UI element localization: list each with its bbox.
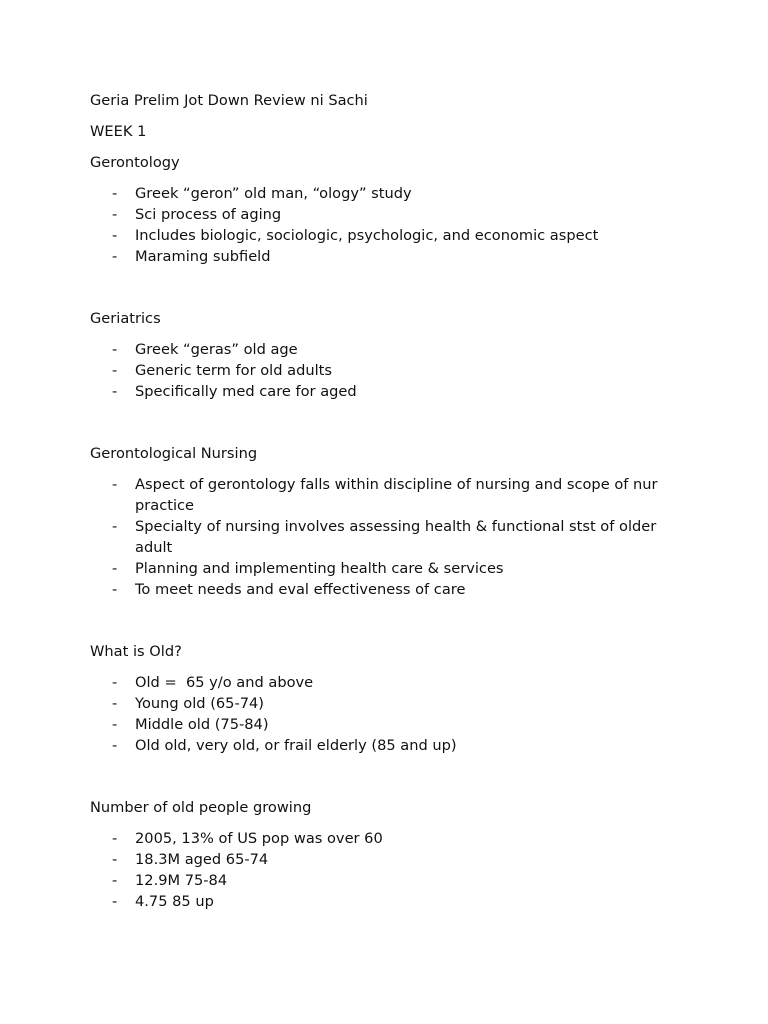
list-item-text: Sci process of aging — [135, 206, 282, 223]
list-item — [90, 714, 690, 735]
bullet-list — [90, 672, 690, 756]
list-item-text: Young old (65-74) — [135, 695, 264, 712]
bullet-marker: - — [112, 476, 118, 493]
bullet-marker: - — [112, 206, 118, 223]
bullet-marker: - — [112, 383, 118, 400]
bullet-marker: - — [112, 518, 118, 535]
section-heading: Gerontological Nursing — [90, 445, 258, 462]
week-label: WEEK 1 — [90, 123, 147, 140]
list-item-text: 2005, 13% of US pop was over 60 — [135, 830, 383, 847]
list-item — [90, 474, 690, 516]
section-number-of-old-people — [90, 797, 690, 912]
list-item — [90, 360, 690, 381]
list-item-text: Planning and implementing health care & services — [135, 560, 504, 577]
list-item — [90, 246, 690, 267]
list-item — [90, 225, 690, 246]
section-heading: Geriatrics — [90, 310, 161, 327]
section-what-is-old — [90, 641, 690, 756]
list-item-text: Greek “geron” old man, “ology” study — [135, 185, 412, 202]
bullet-marker: - — [112, 248, 118, 265]
bullet-marker: - — [112, 227, 118, 244]
section-geriatrics — [90, 308, 690, 402]
list-item-text: Specifically med care for aged — [135, 383, 357, 400]
list-item — [90, 183, 690, 204]
bullet-marker: - — [112, 560, 118, 577]
bullet-marker: - — [112, 872, 118, 889]
list-item — [90, 516, 690, 558]
bullet-marker: - — [112, 830, 118, 847]
list-item-text: Old old, very old, or frail elderly (85 and up) — [135, 737, 457, 754]
list-item-text: To meet needs and eval effectiveness of care — [135, 581, 466, 598]
list-item-text: Old = 65 y/o and above — [135, 674, 314, 691]
bullet-marker: - — [112, 695, 118, 712]
list-item — [90, 849, 690, 870]
list-item-text: Maraming subfield — [135, 248, 271, 265]
list-item-text: 4.75 85 up — [135, 893, 214, 910]
list-item — [90, 693, 690, 714]
section-heading: Number of old people growing — [90, 799, 312, 816]
list-item-text: Middle old (75-84) — [135, 716, 269, 733]
document-title: Geria Prelim Jot Down Review ni Sachi — [90, 92, 368, 109]
bullet-marker: - — [112, 185, 118, 202]
section-gerontological-nursing — [90, 443, 690, 600]
list-item — [90, 891, 690, 912]
section-heading: What is Old? — [90, 643, 182, 660]
list-item-text: Includes biologic, sociologic, psychologic, and economic aspect — [135, 227, 599, 244]
list-item — [90, 828, 690, 849]
section-heading: Gerontology — [90, 154, 180, 171]
bullet-marker: - — [112, 362, 118, 379]
bullet-marker: - — [112, 716, 118, 733]
document-page — [90, 90, 690, 912]
list-item — [90, 558, 690, 579]
bullet-marker: - — [112, 737, 118, 754]
list-item — [90, 735, 690, 756]
bullet-list — [90, 828, 690, 912]
bullet-marker: - — [112, 893, 118, 910]
list-item-text: Specialty of nursing involves assessing health & functional stst of older adult — [135, 518, 657, 556]
list-item-text: 12.9M 75-84 — [135, 872, 228, 889]
list-item — [90, 579, 690, 600]
bullet-marker: - — [112, 851, 118, 868]
bullet-marker: - — [112, 341, 118, 358]
list-item — [90, 381, 690, 402]
list-item-text: Aspect of gerontology falls within discipline of nursing and scope of nur practice — [135, 476, 658, 514]
list-item-text: Greek “geras” old age — [135, 341, 298, 358]
bullet-list — [90, 339, 690, 402]
bullet-marker: - — [112, 581, 118, 598]
list-item-text: Generic term for old adults — [135, 362, 332, 379]
list-item-text: 18.3M aged 65-74 — [135, 851, 269, 868]
bullet-list — [90, 183, 690, 267]
list-item — [90, 339, 690, 360]
bullet-list — [90, 474, 690, 600]
section-gerontology — [90, 152, 690, 267]
bullet-marker: - — [112, 674, 118, 691]
list-item — [90, 204, 690, 225]
list-item — [90, 672, 690, 693]
list-item — [90, 870, 690, 891]
